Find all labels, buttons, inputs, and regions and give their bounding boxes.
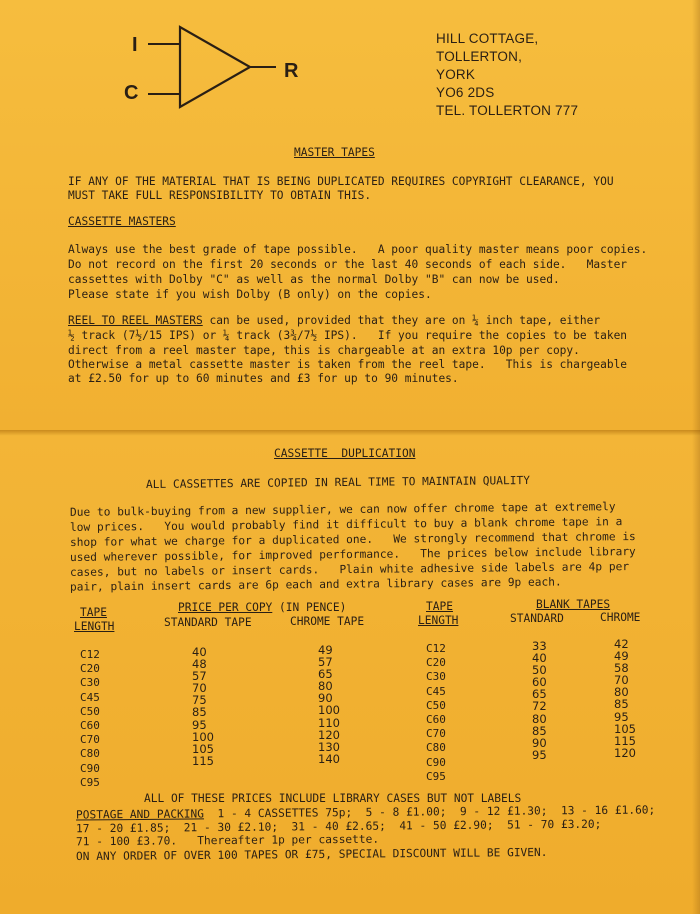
price-cell: 105: [192, 741, 214, 756]
header-chrome-tape: CHROME TAPE: [290, 615, 365, 628]
price-cell: 80: [318, 679, 333, 694]
header-blank-tapes: BLANK TAPES: [536, 598, 611, 611]
header-standard-tape: STANDARD TAPE: [164, 616, 252, 629]
master-tapes-title: MASTER TAPES: [294, 146, 375, 159]
logo-label-c: C: [124, 82, 139, 104]
price-cell: 130: [318, 739, 340, 754]
length-cell: C95: [80, 775, 100, 789]
blank-standard-column: [532, 640, 547, 761]
copy-standard-column: [192, 646, 214, 767]
postage-heading: POSTAGE AND PACKING: [75, 807, 205, 822]
reel-text-first: can be used, provided that they are on ¼ inch tape, either: [202, 314, 601, 327]
logo-label-i: I: [132, 34, 138, 56]
price-cell: 95: [614, 709, 629, 724]
cassette-masters-heading: CASSETTE MASTERS: [68, 215, 176, 228]
blank-chrome-column: [614, 638, 636, 759]
cassette-duplication-title: CASSETTE DUPLICATION: [274, 447, 416, 460]
include-note: ALL OF THESE PRICES INCLUDE LIBRARY CASES BUT NOT LABELS: [144, 792, 522, 805]
postage-line: 71 - 100 £3.70. Thereafter 1p per cassette.: [75, 832, 380, 849]
price-cell: 60: [532, 675, 547, 690]
price-cell: 40: [532, 651, 547, 666]
cassette-masters-line: Please state if you wish Dolby (B only) on the copies.: [68, 288, 432, 301]
reel-to-reel-line: at £2.50 for up to 60 minutes and £3 for up to 90 minutes.: [68, 372, 459, 385]
price-cell: 40: [192, 645, 207, 659]
header-length: LENGTH: [74, 620, 115, 633]
intro-line: cases, but no labels or insert cards. Plain white adhesive side labels are 4p per: [69, 560, 630, 579]
price-cell: 115: [192, 753, 214, 768]
header-tape-2: TAPE: [426, 600, 453, 613]
length-cell: C60: [426, 713, 446, 727]
reel-to-reel-line: Otherwise a metal cassette master is taken from the reel tape. This is chargeable: [68, 358, 628, 371]
price-cell: 57: [192, 669, 207, 684]
price-cell: 70: [614, 673, 629, 688]
in-pence-label: (IN PENCE): [272, 601, 347, 614]
header-price-per-copy: [178, 601, 346, 616]
price-cell: 80: [614, 685, 629, 700]
price-cell: 57: [318, 655, 333, 670]
price-cell: 49: [318, 643, 333, 657]
price-cell: 42: [614, 637, 629, 651]
price-cell: 100: [192, 729, 214, 744]
cassette-masters-line: Always use the best grade of tape possible. A poor quality master means poor copies.: [68, 243, 648, 256]
length-cell: C80: [80, 747, 100, 761]
length-cell: C12: [80, 648, 100, 661]
length-cell: C45: [426, 684, 446, 698]
price-cell: 95: [192, 717, 207, 732]
price-cell: 140: [318, 751, 340, 766]
price-cell: 58: [614, 661, 629, 676]
intro-line: low prices. You would probably find it difficult to buy a blank chrome tape in a: [69, 515, 623, 534]
price-cell: 90: [318, 691, 333, 706]
cassette-masters-line: Do not record on the first 20 seconds or the last 40 seconds of each side. Master: [68, 258, 628, 271]
reel-to-reel-line: [68, 314, 600, 329]
page-fold: [0, 430, 700, 436]
length-cell: C45: [80, 690, 100, 704]
price-cell: 50: [532, 663, 547, 678]
lengths-column: [80, 648, 100, 790]
copy-chrome-column: [318, 644, 340, 765]
price-cell: 110: [318, 715, 340, 730]
length-cell: C20: [80, 662, 100, 676]
address-line: YORK: [436, 67, 476, 82]
length-cell: C90: [426, 755, 446, 769]
postage-line: 17 - 20 £1.85; 21 - 30 £2.10; 31 - 40 £2.65; 41 - 50 £2.90; 51 - 70 £3.20;: [75, 817, 602, 836]
price-cell: 120: [614, 745, 636, 760]
price-per-copy-label: PRICE PER COPY: [178, 601, 273, 614]
price-cell: 85: [192, 705, 207, 720]
price-cell: 80: [532, 711, 547, 726]
price-cell: 85: [614, 697, 629, 712]
header-tape: TAPE: [80, 606, 107, 619]
length-cell: C12: [426, 642, 446, 655]
price-cell: 115: [614, 733, 636, 748]
length-cell: C30: [426, 670, 446, 684]
intro-line: shop for what we charge for a duplicated one. We strongly recommend that chrome is: [69, 530, 636, 549]
copyright-line: IF ANY OF THE MATERIAL THAT IS BEING DUPLICATED REQUIRES COPYRIGHT CLEARANCE, YOU: [68, 175, 614, 188]
length-cell: C30: [80, 676, 100, 690]
price-cell: 100: [318, 703, 340, 718]
header-blank-chrome: CHROME: [600, 611, 641, 624]
real-time-notice: ALL CASSETTES ARE COPIED IN REAL TIME TO MAINTAIN QUALITY: [145, 473, 530, 492]
header-blank-standard: STANDARD: [510, 612, 564, 625]
length-cell: C50: [426, 698, 446, 712]
price-cell: 90: [532, 735, 547, 750]
length-cell: C70: [426, 727, 446, 741]
address-line: HILL COTTAGE,: [436, 31, 539, 46]
intro-line: used wherever possible, for improved performance. The prices below include library: [69, 545, 636, 564]
price-cell: 95: [532, 747, 547, 762]
price-cell: 75: [192, 693, 207, 708]
intro-line: pair, plain insert cards are 6p each and extra library cases are 9p each.: [69, 575, 562, 594]
length-cell: C60: [80, 719, 100, 733]
price-cell: 105: [614, 721, 636, 736]
page-edge-shadow: [692, 0, 700, 914]
price-cell: 85: [532, 723, 547, 738]
price-cell: 70: [192, 681, 207, 696]
length-cell: C95: [426, 769, 446, 783]
cassette-masters-line: cassettes with Dolby "C" as well as the normal Dolby "B" can now be used.: [68, 273, 560, 286]
length-cell: C20: [426, 656, 446, 670]
reel-to-reel-heading: REEL TO REEL MASTERS: [68, 314, 203, 327]
intro-line: Due to bulk-buying from a new supplier, we can now offer chrome tape at extremely: [69, 500, 616, 519]
address-line: TOLLERTON,: [436, 49, 523, 64]
address-block: [436, 30, 578, 120]
length-cell: C80: [426, 741, 446, 755]
copyright-line: MUST TAKE FULL RESPONSIBILITY TO OBTAIN THIS.: [68, 189, 372, 202]
price-cell: 65: [318, 667, 333, 682]
logo-label-r: R: [284, 60, 299, 82]
length-cell: C90: [80, 761, 100, 775]
price-cell: 48: [192, 657, 207, 672]
address-line: YO6 2DS: [436, 85, 495, 100]
price-cell: 33: [532, 639, 547, 653]
length-cell: C70: [80, 733, 100, 747]
reel-to-reel-line: direct from a reel master tape, this is chargeable at an extra 10p per copy.: [68, 344, 580, 357]
price-cell: 72: [532, 699, 547, 714]
header-length-2: LENGTH: [418, 614, 459, 627]
lengths-column-2: [426, 642, 446, 784]
discount-note: ON ANY ORDER OF OVER 100 TAPES OR £75, SPECIAL DISCOUNT WILL BE GIVEN.: [75, 845, 548, 864]
length-cell: C50: [80, 704, 100, 718]
price-cell: 120: [318, 727, 340, 742]
price-cell: 49: [614, 649, 629, 664]
price-cell: 65: [532, 687, 547, 702]
phone-line: TEL. TOLLERTON 777: [436, 103, 579, 118]
reel-to-reel-line: ½ track (7½/15 IPS) or ¼ track (3¾/7½ IPS). If you require the copies to be taken: [68, 329, 628, 342]
postage-rates-first: 1 - 4 CASSETTES 75p; 5 - 8 £1.00; 9 - 12 £1.30; 13 - 16 £1.60;: [203, 803, 656, 821]
